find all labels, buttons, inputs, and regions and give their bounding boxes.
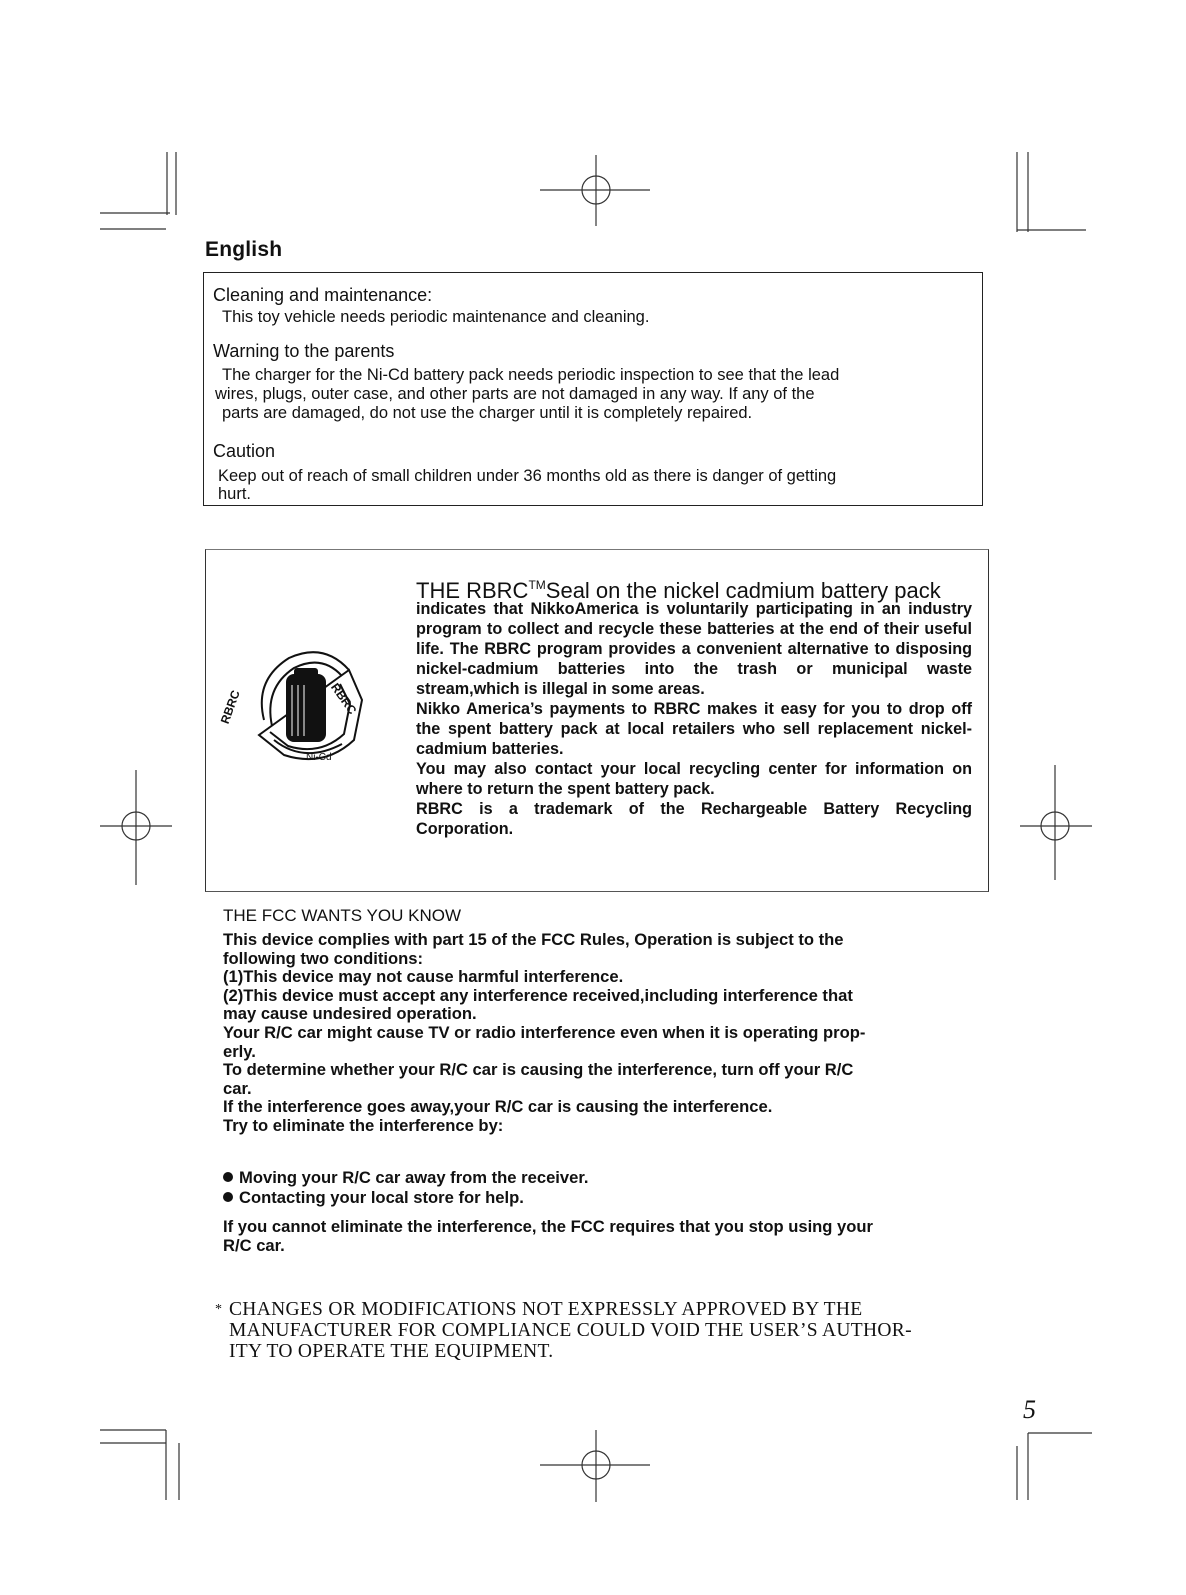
fcc-final-note bbox=[223, 1217, 988, 1255]
modification-warning bbox=[215, 1299, 1015, 1362]
rbrc-body bbox=[416, 599, 972, 839]
cleaning-text: This toy vehicle needs periodic maintenance and cleaning. bbox=[222, 308, 650, 326]
rbrc-seal-icon bbox=[217, 640, 374, 770]
fcc-line: following two conditions: bbox=[223, 948, 424, 968]
bullet-icon bbox=[223, 1192, 233, 1202]
fcc-line: This device complies with part 15 of the FCC Rules, Operation is subject to the bbox=[223, 930, 844, 949]
caution-heading: Caution bbox=[213, 441, 276, 461]
fcc-line: (2)This device must accept any interference received,including interference that bbox=[223, 985, 853, 1005]
warning-asterisk: * bbox=[215, 1302, 223, 1317]
fcc-line: erly. bbox=[223, 1041, 256, 1061]
fcc-final-line: If you cannot eliminate the interference, the FCC requires that you stop using your bbox=[223, 1217, 874, 1236]
warning-line: MANUFACTURER FOR COMPLIANCE COULD VOID THE USER’S AUTHOR- bbox=[229, 1320, 912, 1341]
list-item: Moving your R/C car away from the receiver. bbox=[223, 1168, 823, 1188]
page-number: 5 bbox=[1023, 1395, 1036, 1424]
rbrc-paragraph: indicates that NikkoAmerica is voluntarily participating in an industry program to collect and recycle these batteries at the end of their useful life. The RBRC program provides a convenient alternative to disposing nickel-cadmium batteries into the trash or municipal waste stream,which is illegal in some areas. bbox=[416, 600, 972, 698]
language-heading: English bbox=[205, 238, 283, 261]
parents-heading: Warning to the parents bbox=[213, 341, 395, 361]
fcc-line: car. bbox=[223, 1078, 252, 1098]
seal-bottom-text: Ni-Cd bbox=[306, 752, 332, 763]
rbrc-paragraph: RBRC is a trademark of the Rechargeable Battery Recycling Corporation. bbox=[416, 800, 972, 838]
cleaning-heading: Cleaning and maintenance: bbox=[213, 285, 433, 305]
warning-line: ITY TO OPERATE THE EQUIPMENT. bbox=[229, 1341, 554, 1362]
fcc-line: Your R/C car might cause TV or radio interference even when it is operating prop- bbox=[223, 1022, 866, 1042]
seal-left-text: RBRC bbox=[217, 688, 243, 726]
warning-line: CHANGES OR MODIFICATIONS NOT EXPRESSLY APPROVED BY THE bbox=[229, 1299, 863, 1320]
caution-line: Keep out of reach of small children under 36 months old as there is danger of getting bbox=[218, 467, 837, 485]
fcc-line: Try to eliminate the interference by: bbox=[223, 1115, 504, 1135]
fcc-line: (1)This device may not cause harmful interference. bbox=[223, 967, 624, 987]
fcc-line: If the interference goes away,your R/C car is causing the interference. bbox=[223, 1097, 773, 1117]
fcc-final-line: R/C car. bbox=[223, 1236, 285, 1255]
fcc-bullet-list bbox=[223, 1168, 823, 1208]
rbrc-paragraph: You may also contact your local recycling center for information on where to return the spent battery pack. bbox=[416, 760, 972, 798]
seal-top-text: RBRC bbox=[328, 680, 360, 717]
list-item: Contacting your local store for help. bbox=[223, 1188, 823, 1208]
bullet-icon bbox=[223, 1172, 233, 1182]
parents-line: parts are damaged, do not use the charger until it is completely repaired. bbox=[222, 404, 753, 422]
rbrc-paragraph: Nikko America’s payments to RBRC makes it easy for you to drop off the spent battery pack at local retailers who sell replacement nickel-cadmium batteries. bbox=[416, 700, 972, 758]
fcc-line: To determine whether your R/C car is causing the interference, turn off your R/C bbox=[223, 1060, 854, 1080]
rbrc-title: THE RBRC™Seal on the nickel cadmium battery pack bbox=[416, 578, 941, 603]
fcc-body bbox=[223, 931, 988, 1136]
fcc-line: may cause undesired operation. bbox=[223, 1004, 477, 1024]
parents-line: The charger for the Ni-Cd battery pack needs periodic inspection to see that the lead bbox=[222, 366, 840, 384]
fcc-title: THE FCC WANTS YOU KNOW bbox=[223, 906, 461, 925]
parents-line: wires, plugs, outer case, and other parts are not damaged in any way. If any of the bbox=[215, 385, 815, 403]
caution-line: hurt. bbox=[218, 485, 252, 503]
